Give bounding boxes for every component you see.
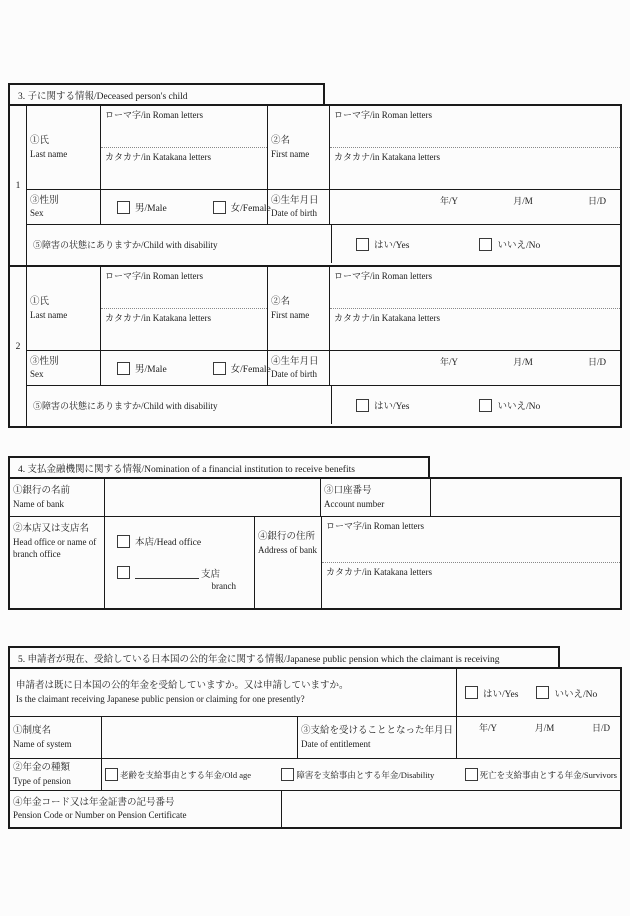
sex-label-jp: ③性別 [30,195,59,206]
branch-name-label [10,517,105,608]
child-2-block [10,267,620,426]
account-number-label-jp: ③口座番号 [324,486,372,497]
disability-question [27,225,332,263]
yes-checkbox[interactable] [356,399,369,412]
head-office-checkbox[interactable] [117,535,130,548]
dob-label-jp: ④生年月日 [271,356,319,367]
child-1-fields [27,106,620,265]
year-label: 年/Y [440,357,459,367]
last-name-label-en: Last name [30,148,68,159]
section4-table [8,477,622,610]
bank-address-label-jp: ④銀行の住所 [258,532,316,542]
female-label: 女/Female [230,365,271,375]
katakana-letters-label: カタカナ/in Katakana letters [105,313,211,323]
system-name-label-jp: ①制度名 [13,726,52,737]
bank-address-inputs [322,517,620,608]
pension-type-label-jp: ②年金の種類 [13,763,71,774]
system-name-input[interactable] [102,717,298,758]
female-option [213,200,271,214]
dob-label [268,351,330,385]
bank-name-row [10,479,620,517]
branch-suffix-jp: 支店 [201,569,221,580]
entitlement-date-label-jp: ③支給を受けることとなった年月日 [301,726,454,737]
first-name-label-jp: ②名 [271,136,291,147]
first-name-inputs [330,106,620,189]
last-name-katakana-input[interactable] [101,308,267,350]
section5-table [8,667,622,829]
female-checkbox[interactable] [213,362,226,375]
child-2-index: 2 [10,267,27,426]
disability-no-option [479,237,540,251]
no-label: いいえ/No [497,402,541,412]
section3-header [8,83,325,106]
dob-label-en: Date of birth [271,369,317,380]
pension-code-label-en: Pension Code or Number on Pension Certificate [13,810,187,821]
pension-code-input[interactable] [282,791,620,827]
pension-code-row [10,791,620,827]
dob-input[interactable] [330,351,620,385]
entitlement-date-label [298,717,457,758]
no-label: いいえ/No [554,689,598,700]
account-number-input[interactable] [431,479,620,516]
no-label: いいえ/No [497,241,541,251]
sex-label-en: Sex [30,208,44,219]
first-name-label [268,106,330,189]
last-name-roman-input[interactable] [101,267,267,308]
dob-label-jp: ④生年月日 [271,195,319,206]
branch-option [117,566,254,580]
last-name-label-jp: ①氏 [30,297,50,308]
female-option [213,361,271,375]
head-office-label: 本店/Head office [135,538,202,549]
male-label: 男/Male [135,204,167,214]
branch-name-label-en: Head office or name of branch office [13,536,97,559]
sex-options [101,190,271,224]
pension-type-label [10,759,102,790]
no-checkbox[interactable] [479,238,492,251]
year-label: 年/Y [479,723,498,733]
bank-name-label-jp: ①銀行の名前 [13,486,71,497]
no-checkbox[interactable] [536,686,549,699]
katakana-letters-label: カタカナ/in Katakana letters [334,313,440,323]
year-label: 年/Y [440,196,459,206]
branch-name-input[interactable] [135,567,199,579]
child-1-block [10,106,620,267]
survivors-checkbox[interactable] [465,768,478,781]
first-name-label-jp: ②名 [271,297,291,308]
no-checkbox[interactable] [479,399,492,412]
dob-label-en: Date of birth [271,208,317,219]
receiving-question [10,669,457,716]
day-label: 日/D [591,723,610,733]
last-name-label-jp: ①氏 [30,136,50,147]
yes-label: はい/Yes [483,689,519,700]
branch-suffix-en: branch [211,580,236,591]
last-name-inputs [101,267,268,350]
receiving-question-jp: 申請者は既に日本国の公的年金を受給していますか。又は申請していますか。 [16,680,349,691]
branch-name-label-jp: ②本店又は支店名 [13,524,90,534]
yes-checkbox[interactable] [465,686,478,699]
first-name-label [268,267,330,350]
pension-type-options [102,759,620,790]
last-name-katakana-input[interactable] [101,147,267,189]
sex-options [101,351,271,385]
entitlement-date-label-en: Date of entitlement [301,738,371,749]
account-number-label-en: Account number [324,498,385,509]
katakana-letters-label: カタカナ/in Katakana letters [326,567,432,577]
bank-address-roman-input[interactable] [322,517,620,562]
old-age-label: 老齢を支給事由とする年金/Old age [120,769,252,780]
bank-name-label [10,479,105,516]
last-name-inputs [101,106,268,189]
male-checkbox[interactable] [117,201,130,214]
section5-title: 5. 申請者が現在、受給している日本国の公的年金に関する情報/Japanese public pension which the claimant is receiving [18,654,500,665]
pension-type-row [10,759,620,791]
roman-letters-label: ローマ字/in Roman letters [326,521,424,531]
pension-code-label-jp: ④年金コード又は年金証書の記号番号 [13,797,175,808]
receiving-options [457,669,620,716]
child-2-fields [27,267,620,426]
katakana-letters-label: カタカナ/in Katakana letters [105,152,211,162]
bank-address-label-en: Address of bank [258,544,317,555]
bank-address-label [255,517,322,608]
system-name-label [10,717,102,758]
disability-options [332,225,620,263]
day-label: 日/D [587,357,606,367]
survivors-label: 死亡を支給事由とする年金/Survivors [479,769,617,780]
female-checkbox[interactable] [213,201,226,214]
survivors-option [465,768,617,781]
katakana-letters-label: カタカナ/in Katakana letters [334,152,440,162]
last-name-label-en: Last name [30,309,68,320]
section3-title: 3. 子に関する情報/Deceased person's child [18,91,188,102]
yes-label: はい/Yes [374,241,410,251]
disability-option [281,768,434,781]
day-label: 日/D [587,196,606,206]
first-name-roman-input[interactable] [330,106,620,147]
first-name-katakana-input[interactable] [330,147,620,189]
dob-label [268,190,330,224]
yes-label: はい/Yes [374,402,410,412]
system-row [10,717,620,759]
roman-letters-label: ローマ字/in Roman letters [105,110,203,120]
pension-code-label [10,791,282,827]
old-age-checkbox[interactable] [105,768,118,781]
first-name-roman-input[interactable] [330,267,620,308]
roman-letters-label: ローマ字/in Roman letters [334,271,432,281]
yes-checkbox[interactable] [356,238,369,251]
account-number-label [321,479,431,516]
disability-options [332,386,620,424]
month-label: 月/M [513,357,533,367]
first-name-inputs [330,267,620,350]
bank-name-input[interactable] [105,479,321,516]
branch-checkbox[interactable] [117,566,130,579]
male-option [117,361,167,375]
section4-header [8,456,430,479]
first-name-label-en: First name [271,148,310,159]
receiving-yes-option [465,686,518,700]
male-label: 男/Male [135,365,167,375]
section3-table [8,104,622,428]
disability-yes-option [356,398,409,412]
first-name-katakana-input[interactable] [330,308,620,350]
sex-label-en: Sex [30,369,44,380]
branch-options [105,517,255,608]
disability-question [27,386,332,424]
receiving-no-option [536,686,597,700]
pension-type-label-en: Type of pension [13,775,71,786]
disability-label: 障害を支給事由とする年金/Disability [296,769,435,780]
section5-header [8,646,560,669]
child-1-index: 1 [10,106,27,265]
roman-letters-label: ローマ字/in Roman letters [105,271,203,281]
month-label: 月/M [534,723,555,733]
roman-letters-label: ローマ字/in Roman letters [334,110,432,120]
disability-checkbox[interactable] [281,768,294,781]
head-office-option [117,534,254,548]
receiving-question-row [10,669,620,717]
sex-label [27,351,101,385]
last-name-label [27,106,101,189]
last-name-roman-input[interactable] [101,106,267,147]
old-age-option [105,768,251,781]
dob-input[interactable] [330,190,620,224]
male-checkbox[interactable] [117,362,130,375]
section4-title: 4. 支払金融機関に関する情報/Nomination of a financial institution to receive benefits [18,464,355,475]
last-name-label [27,267,101,350]
first-name-label-en: First name [271,309,310,320]
male-option [117,200,167,214]
month-label: 月/M [513,196,533,206]
disability-yes-option [356,237,409,251]
entitlement-date-input[interactable] [457,717,620,758]
receiving-question-en: Is the claimant receiving Japanese public pension or claiming for one presently? [16,693,305,704]
bank-address-katakana-input[interactable] [322,562,620,608]
branch-row [10,517,620,608]
female-label: 女/Female [230,204,271,214]
system-name-label-en: Name of system [13,738,72,749]
sex-label [27,190,101,224]
disability-question-label: ⑤障害の状態にありますか/Child with disability [33,400,218,411]
disability-question-label: ⑤障害の状態にありますか/Child with disability [33,239,218,250]
sex-label-jp: ③性別 [30,356,59,367]
bank-name-label-en: Name of bank [13,498,64,509]
disability-no-option [479,398,540,412]
